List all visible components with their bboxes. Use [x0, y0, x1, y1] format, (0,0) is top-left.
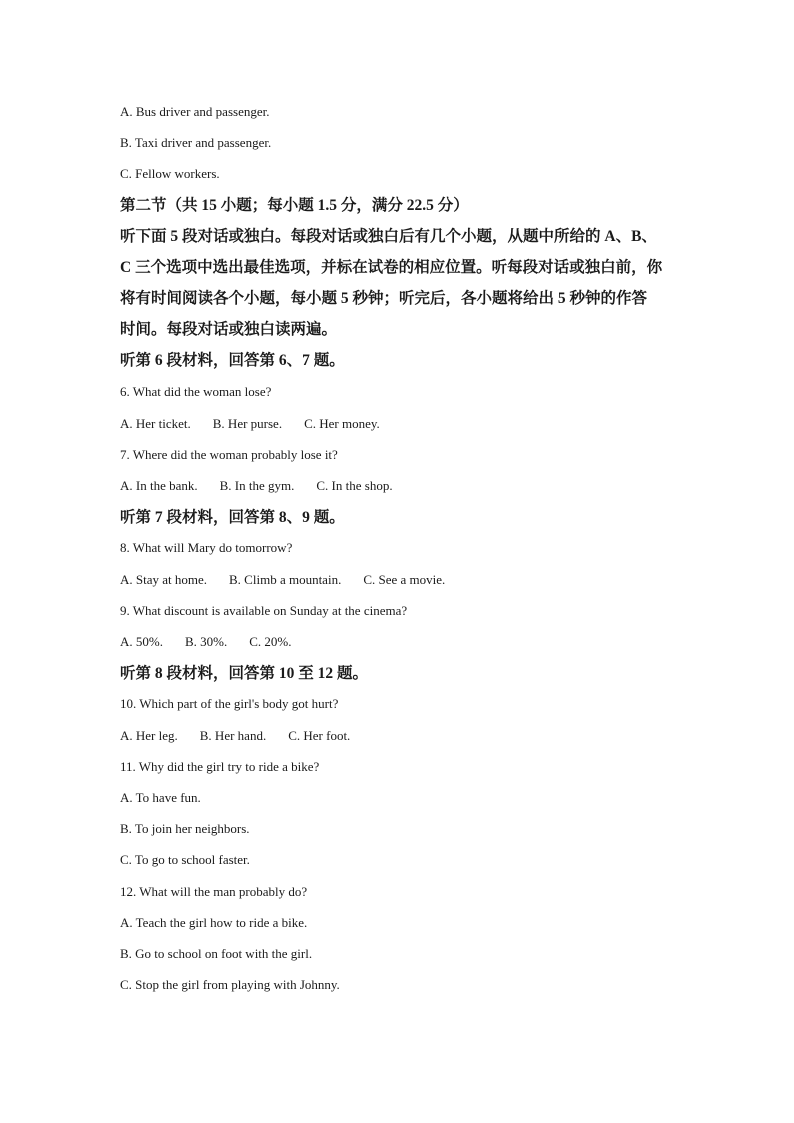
q10-option-c: C. Her foot. [288, 728, 351, 743]
q6-option-a: A. Her ticket. [120, 416, 191, 431]
q11-option-c: C. To go to school faster. [120, 852, 250, 867]
material-7-heading: 听第 7 段材料，回答第 8、9 题。 [120, 509, 345, 526]
question-11: 11. Why did the girl try to ride a bike? [120, 759, 320, 774]
q5-option-b: B. Taxi driver and passenger. [120, 135, 272, 150]
instructions-line-1: 听下面 5 段对话或独白。每段对话或独白后有几个小题，从题中所给的 A、B、 [120, 228, 657, 245]
q6-option-c: C. Her money. [304, 416, 380, 431]
q10-option-a: A. Her leg. [120, 728, 178, 743]
question-8: 8. What will Mary do tomorrow? [120, 540, 293, 555]
q12-option-c: C. Stop the girl from playing with Johnny. [120, 977, 340, 992]
q9-option-a: A. 50%. [120, 634, 163, 649]
instructions-line-2: C 三个选项中选出最佳选项，并标在试卷的相应位置。听每段对话或独白前，你 [120, 259, 663, 276]
material-6-heading: 听第 6 段材料，回答第 6、7 题。 [120, 352, 345, 369]
section-heading: 第二节（共 15 小题；每小题 1.5 分，满分 22.5 分） [120, 197, 469, 214]
q8-option-b: B. Climb a mountain. [229, 572, 342, 587]
q8-option-a: A. Stay at home. [120, 572, 208, 587]
q7-option-c: C. In the shop. [316, 478, 393, 493]
q11-option-b: B. To join her neighbors. [120, 821, 250, 836]
question-8-options [120, 572, 445, 588]
q7-option-a: A. In the bank. [120, 478, 198, 493]
material-8-heading: 听第 8 段材料，回答第 10 至 12 题。 [120, 665, 369, 682]
q12-option-a: A. Teach the girl how to ride a bike. [120, 915, 308, 930]
question-10: 10. Which part of the girl's body got hurt? [120, 696, 339, 711]
q6-option-b: B. Her purse. [212, 416, 283, 431]
question-7-options [120, 478, 393, 494]
q5-option-c: C. Fellow workers. [120, 166, 220, 181]
question-7: 7. Where did the woman probably lose it? [120, 447, 338, 462]
q11-option-a: A. To have fun. [120, 790, 201, 805]
question-6-options [120, 416, 380, 432]
q12-option-b: B. Go to school on foot with the girl. [120, 946, 313, 961]
q10-option-b: B. Her hand. [199, 728, 267, 743]
question-9-options [120, 634, 291, 650]
question-12: 12. What will the man probably do? [120, 884, 308, 899]
q7-option-b: B. In the gym. [219, 478, 295, 493]
instructions-line-3: 将有时间阅读各个小题，每小题 5 秒钟；听完后，各小题将给出 5 秒钟的作答 [120, 290, 648, 307]
q9-option-b: B. 30%. [184, 634, 228, 649]
question-9: 9. What discount is available on Sunday at the cinema? [120, 603, 408, 618]
q9-option-c: C. 20%. [249, 634, 292, 649]
question-10-options [120, 728, 350, 744]
instructions-line-4: 时间。每段对话或独白读两遍。 [120, 321, 338, 338]
q8-option-c: C. See a movie. [363, 572, 446, 587]
question-6: 6. What did the woman lose? [120, 384, 272, 399]
q5-option-a: A. Bus driver and passenger. [120, 104, 270, 119]
